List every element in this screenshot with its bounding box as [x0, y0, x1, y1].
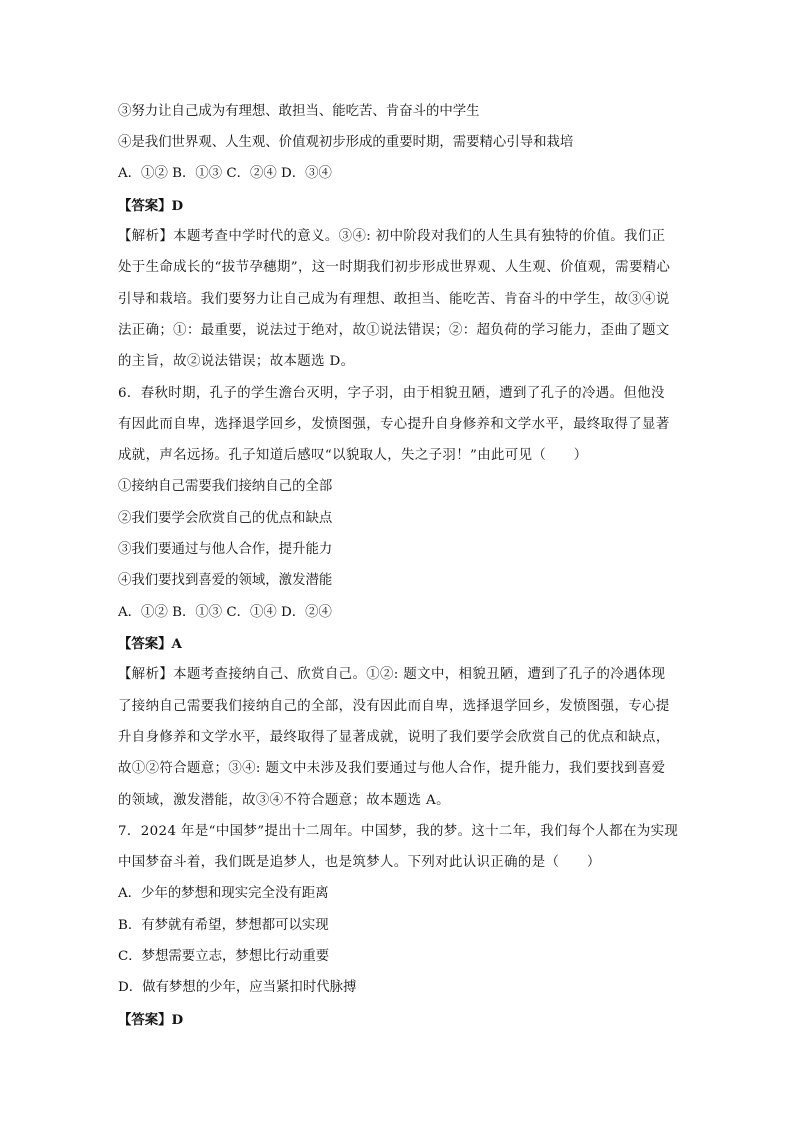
analysis-line: 的主旨，故②说法错误；故本题选 D。	[118, 354, 355, 369]
choice-d-text: D．做有梦想的少年，应当紧扣时代脉搏	[118, 980, 357, 995]
option-3-text: ③我们要通过与他人合作，提升能力	[118, 542, 333, 557]
answer-line: 【答案】D	[118, 1012, 184, 1028]
option-4-text: ④我们要找到喜爱的领域，激发潜能	[118, 573, 333, 588]
analysis-line: 了接纳自己需要我们接纳自己的全部，没有因此而自卑，选择退学回乡，发愤图强，专心提	[118, 699, 670, 714]
choices-line: A．①② B．①③ C．②④ D．③④	[118, 166, 332, 181]
answer-line: 【答案】A	[118, 636, 182, 652]
question-7-text: 7．2024 年是“中国梦”提出十二周年。中国梦，我的梦。这十二年，我们每个人都在为实现	[118, 824, 679, 839]
analysis-line: 的领域，激发潜能，故③④不符合题意；故本题选 A。	[118, 793, 450, 808]
analysis-line: 引导和栽培。我们要努力让自己成为有理想、敢担当、能吃苦、肯奋斗的中学生，故③④说	[118, 292, 670, 307]
option-4-text: ④是我们世界观、人生观、价值观初步形成的重要时期，需要精心引导和栽培	[118, 135, 574, 150]
analysis-line: 故①②符合题意；③④: 题文中未涉及我们要通过与他人合作，提升能力，我们要找到喜爱	[118, 761, 666, 776]
option-3-text: ③努力让自己成为有理想、敢担当、能吃苦、肯奋斗的中学生	[118, 104, 480, 119]
option-1-text: ①接纳自己需要我们接纳自己的全部	[118, 479, 333, 494]
answer-line: 【答案】D	[118, 198, 184, 214]
question-6-text: 成就，声名远扬。孔子知道后感叹“以貌取人，失之子羽！”由此可见（ ）	[118, 448, 588, 463]
question-6-text: 有因此而自卑，选择退学回乡，发愤图强，专心提升自身修养和文学水平，最终取得了显著	[118, 417, 670, 432]
analysis-line: 处于生命成长的“拔节孕穗期”，这一时期我们初步形成世界观、人生观、价值观，需要精心	[118, 260, 671, 275]
question-7-text: 中国梦奋斗着，我们既是追梦人，也是筑梦人。下列对此认识正确的是（ ）	[118, 855, 601, 870]
analysis-line: 【解析】本题考查中学时代的意义。③④: 初中阶段对我们的人生具有独特的价值。我们正	[118, 229, 666, 244]
choice-c-text: C．梦想需要立志，梦想比行动重要	[118, 949, 330, 964]
analysis-line: 法正确；①：最重要，说法过于绝对，故①说法错误；②：超负荷的学习能力，歪曲了题文	[118, 323, 670, 338]
analysis-line: 升自身修养和文学水平，最终取得了显著成就，说明了我们要学会欣赏自己的优点和缺点，	[118, 730, 670, 745]
analysis-line: 【解析】本题考查接纳自己、欣赏自己。①②: 题文中，相貌丑陋，遭到了孔子的冷遇体现	[118, 667, 666, 682]
question-6-text: 6．春秋时期，孔子的学生澹台灭明，字子羽，由于相貌丑陋，遭到了孔子的冷遇。但他没	[118, 386, 665, 401]
choice-b-text: B．有梦就有希望，梦想都可以实现	[118, 918, 329, 933]
option-2-text: ②我们要学会欣赏自己的优点和缺点	[118, 511, 333, 526]
choice-a-text: A．少年的梦想和现实完全没有距离	[118, 886, 329, 901]
choices-line: A．①② B．①③ C．①④ D．②④	[118, 605, 332, 620]
